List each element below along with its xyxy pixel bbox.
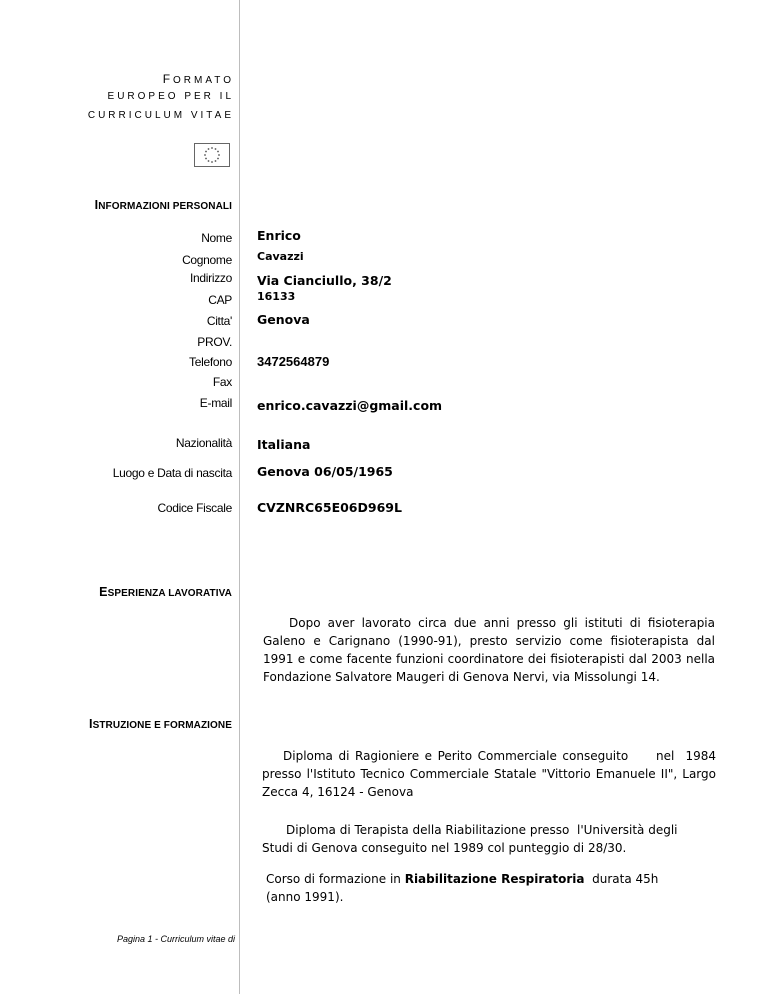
value-nome: Enrico <box>257 228 301 243</box>
label-telefono: Telefono <box>189 355 232 369</box>
label-citta: Citta' <box>206 314 232 328</box>
value-cap: 16133 <box>257 290 296 303</box>
value-nazionalita: Italiana <box>257 437 311 452</box>
column-divider <box>239 0 240 994</box>
value-nascita: Genova 06/05/1965 <box>257 464 393 479</box>
label-prov: PROV. <box>197 335 232 349</box>
label-nome: Nome <box>201 231 232 245</box>
section-experience: ESPERIENZA LAVORATIVA <box>99 585 232 599</box>
section-personal-info: INFORMAZIONI PERSONALI <box>94 198 232 212</box>
value-codice-fiscale: CVZNRC65E06D969L <box>257 500 402 515</box>
eu-flag-icon <box>194 143 230 167</box>
value-cognome: Cavazzi <box>257 250 304 263</box>
header-line-3: CURRICULUM VITAE <box>87 110 234 121</box>
education-item-terapista-line1: Diploma di Terapista della Riabilitazione presso l'Università degli <box>286 823 678 837</box>
label-cognome: Cognome <box>182 253 232 267</box>
value-indirizzo: Via Cianciullo, 38/2 <box>257 273 392 288</box>
label-cap: CAP <box>208 293 232 307</box>
label-codice-fiscale: Codice Fiscale <box>157 501 232 515</box>
value-email: enrico.cavazzi@gmail.com <box>257 398 443 413</box>
value-telefono: 3472564879 <box>257 354 330 369</box>
experience-paragraph: Dopo aver lavorato circa due anni presso gli istituti di fisioterapia Galeno e Carignano (1990-91), presto servizio come fisioterapista dal 1991 e come facente funzioni coordinatore dei fisioterapisti dal 2003 nella Fondazione Salvatore Maugeri di Genova Nervi, via Missolungi 14. <box>263 616 715 684</box>
label-fax: Fax <box>212 375 232 389</box>
education-item-corso-bold: Riabilitazione Respiratoria <box>404 872 585 886</box>
education-item-terapista <box>262 821 716 857</box>
education-item-diploma-ragioniere: Diploma di Ragioniere e Perito Commerciale conseguito nel 1984 presso l'Istituto Tecnico Commerciale Statale "Vittorio Emanuele II", Largo Zecca 4, 16124 - Genova <box>262 749 720 799</box>
label-nazionalita: Nazionalità <box>175 436 232 450</box>
education-item-corso-line2: (anno 1991). <box>266 890 344 904</box>
education-item-terapista-line2: Studi di Genova conseguito nel 1989 col punteggio di 28/30. <box>262 841 627 855</box>
header-line-2: EUROPEO PER IL <box>107 91 234 102</box>
label-email: E-mail <box>199 396 232 410</box>
education-item-corso-line1: Corso di formazione in Riabilitazione Respiratoria durata 45h <box>266 872 659 886</box>
label-nascita: Luogo e Data di nascita <box>112 466 232 480</box>
section-education: ISTRUZIONE E FORMAZIONE <box>89 717 232 731</box>
header-line-1: FORMATO <box>162 72 234 86</box>
page-footer: Pagina 1 - Curriculum vitae di <box>117 934 236 944</box>
value-citta: Genova <box>257 312 310 327</box>
label-indirizzo: Indirizzo <box>190 271 232 285</box>
education-item-corso <box>266 870 706 906</box>
